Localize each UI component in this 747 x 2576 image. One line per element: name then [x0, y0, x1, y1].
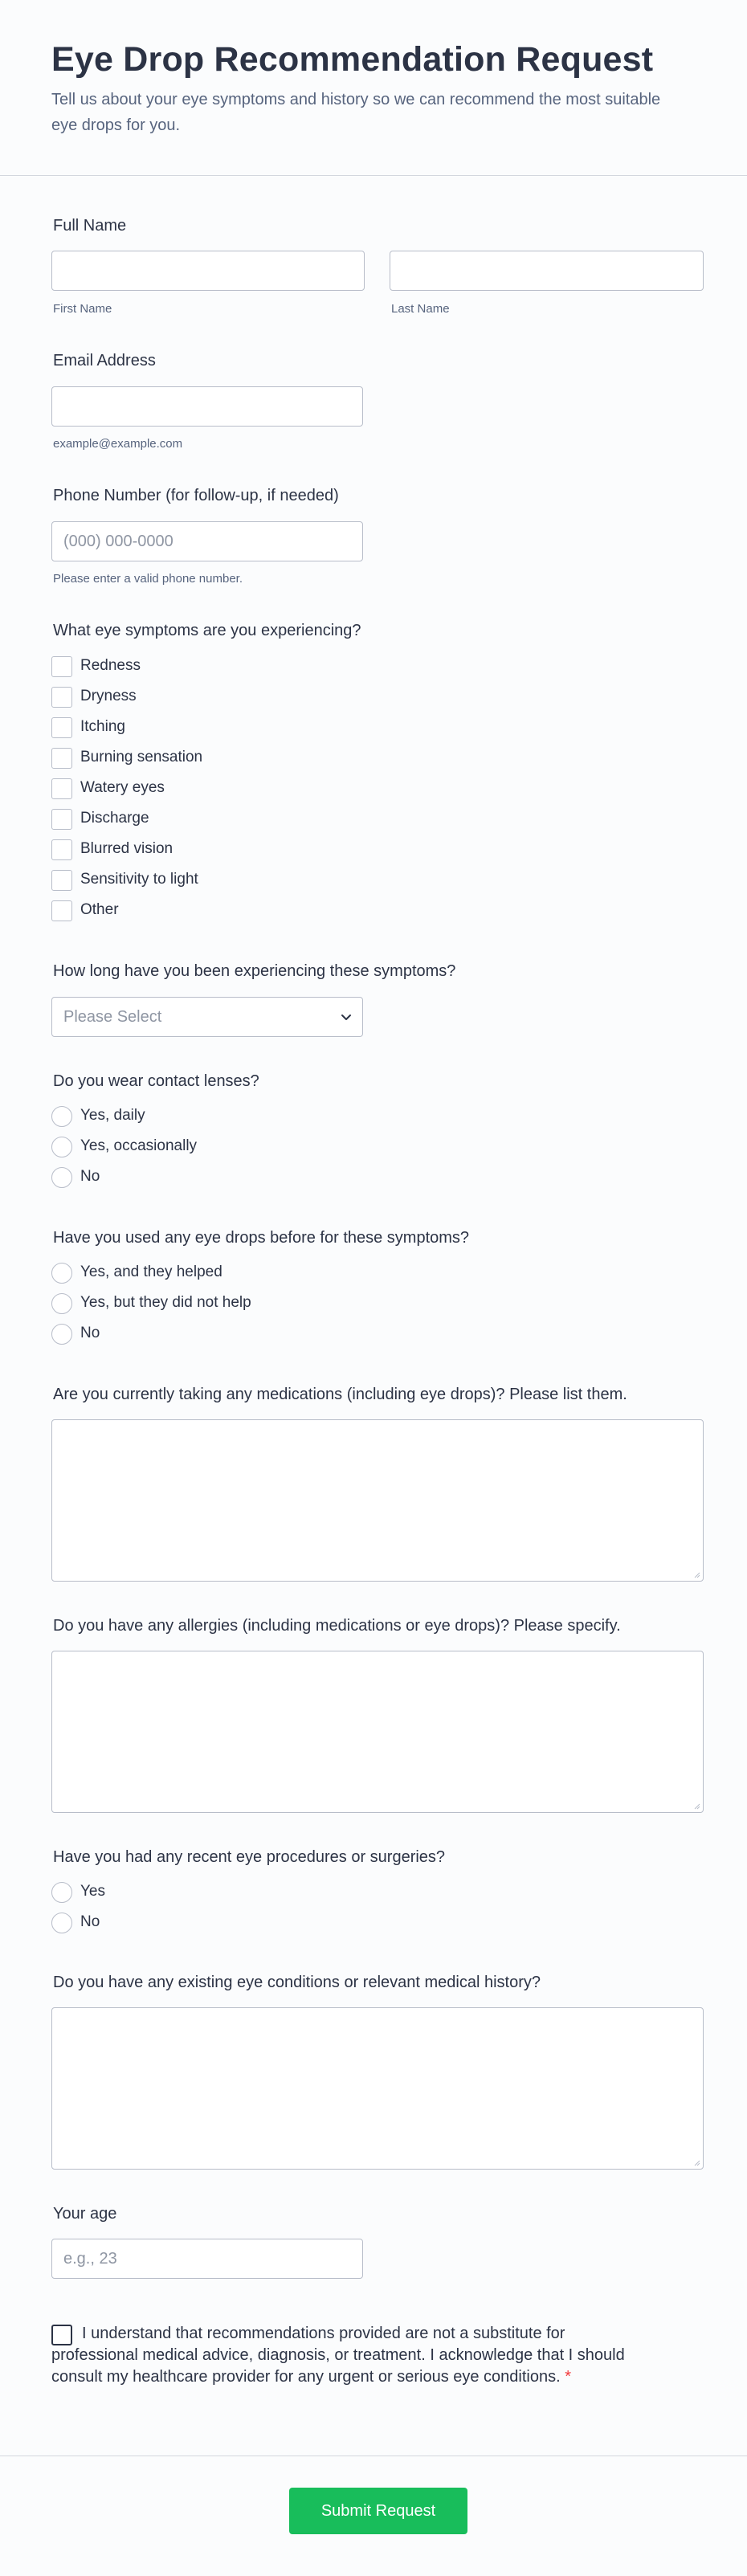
- first-name-input[interactable]: [51, 251, 365, 291]
- used-drops-label: Have you used any eye drops before for these symptoms?: [53, 1229, 470, 1247]
- symptom-option-label: Burning sensation: [80, 749, 203, 765]
- symptom-checkbox[interactable]: [51, 900, 72, 921]
- symptom-checkbox[interactable]: [51, 687, 72, 708]
- symptom-option-label: Watery eyes: [80, 779, 165, 796]
- allergies-textarea[interactable]: [51, 1651, 704, 1813]
- used-drops-option-label: Yes, and they helped: [80, 1264, 222, 1280]
- used-drops-radio[interactable]: [51, 1324, 72, 1345]
- consent-label: I understand that recommendations provided are not a substitute for professional medical advice, diagnosis, or treatment. I acknowledge that I should consult my healthcare provider for any urgent or serious eye conditions.: [51, 2325, 625, 2386]
- allergies-label: Do you have any allergies (including medications or eye drops)? Please specify.: [53, 1617, 621, 1635]
- duration-select[interactable]: [51, 997, 363, 1037]
- last-name-input[interactable]: [390, 251, 704, 291]
- duration-label: How long have you been experiencing these symptoms?: [53, 962, 456, 980]
- email-input[interactable]: [51, 386, 363, 427]
- conditions-label: Do you have any existing eye conditions or relevant medical history?: [53, 1974, 541, 1991]
- symptom-option-label: Dryness: [80, 688, 137, 704]
- consent-checkbox[interactable]: [51, 2325, 72, 2345]
- resize-handle-icon[interactable]: [692, 2158, 700, 2166]
- last-name-sublabel: Last Name: [391, 302, 450, 316]
- first-name-sublabel: First Name: [53, 302, 112, 316]
- email-sublabel: example@example.com: [53, 437, 183, 451]
- form-subtitle: Tell us about your eye symptoms and history so we can recommend the most suitable eye drops for you.: [51, 91, 661, 134]
- used-drops-radio[interactable]: [51, 1263, 72, 1284]
- age-label: Your age: [53, 2205, 117, 2223]
- email-label: Email Address: [53, 352, 156, 369]
- procedures-option-label: Yes: [80, 1883, 105, 1900]
- resize-handle-icon[interactable]: [692, 1570, 700, 1578]
- contacts-option-label: Yes, occasionally: [80, 1137, 198, 1154]
- symptom-checkbox[interactable]: [51, 748, 72, 769]
- procedures-radio[interactable]: [51, 1882, 72, 1903]
- resize-handle-icon[interactable]: [692, 1802, 700, 1810]
- submit-button[interactable]: Submit Request: [289, 2488, 467, 2534]
- symptom-option-label: Sensitivity to light: [80, 871, 198, 888]
- phone-label: Phone Number (for follow-up, if needed): [53, 487, 339, 504]
- symptom-checkbox[interactable]: [51, 656, 72, 677]
- contacts-option-label: No: [80, 1168, 100, 1185]
- used-drops-option-label: Yes, but they did not help: [80, 1294, 251, 1311]
- symptom-option-label: Discharge: [80, 810, 149, 827]
- symptom-option-label: Other: [80, 901, 119, 918]
- form-title: Eye Drop Recommendation Request: [51, 40, 654, 79]
- symptom-option-label: Itching: [80, 718, 125, 735]
- symptom-option-label: Blurred vision: [80, 840, 173, 857]
- form-header: [0, 0, 747, 176]
- procedures-option-label: No: [80, 1913, 100, 1930]
- procedures-label: Have you had any recent eye procedures or surgeries?: [53, 1848, 446, 1866]
- phone-input[interactable]: (000) 000-0000: [51, 521, 363, 561]
- chevron-down-icon: [340, 1010, 353, 1023]
- symptom-checkbox[interactable]: [51, 870, 72, 891]
- duration-select-value: Please Select: [63, 1008, 162, 1026]
- symptoms-label: What eye symptoms are you experiencing?: [53, 622, 361, 639]
- contacts-radio[interactable]: [51, 1106, 72, 1127]
- consent-text: [51, 2323, 630, 2388]
- medications-textarea[interactable]: [51, 1419, 704, 1582]
- phone-sublabel: Please enter a valid phone number.: [53, 572, 243, 586]
- symptom-checkbox[interactable]: [51, 839, 72, 860]
- conditions-textarea[interactable]: [51, 2007, 704, 2170]
- full-name-label: Full Name: [53, 217, 127, 235]
- contacts-radio[interactable]: [51, 1137, 72, 1157]
- contacts-radio[interactable]: [51, 1167, 72, 1188]
- symptom-checkbox[interactable]: [51, 717, 72, 738]
- contacts-option-label: Yes, daily: [80, 1107, 145, 1124]
- symptom-option-label: Redness: [80, 657, 141, 674]
- age-input[interactable]: e.g., 23: [51, 2239, 363, 2279]
- used-drops-radio[interactable]: [51, 1293, 72, 1314]
- symptom-checkbox[interactable]: [51, 778, 72, 799]
- symptom-checkbox[interactable]: [51, 809, 72, 830]
- procedures-radio[interactable]: [51, 1913, 72, 1933]
- contacts-label: Do you wear contact lenses?: [53, 1072, 259, 1090]
- required-asterisk: *: [565, 2368, 572, 2386]
- medications-label: Are you currently taking any medications (including eye drops)? Please list them.: [53, 1386, 627, 1403]
- used-drops-option-label: No: [80, 1325, 100, 1341]
